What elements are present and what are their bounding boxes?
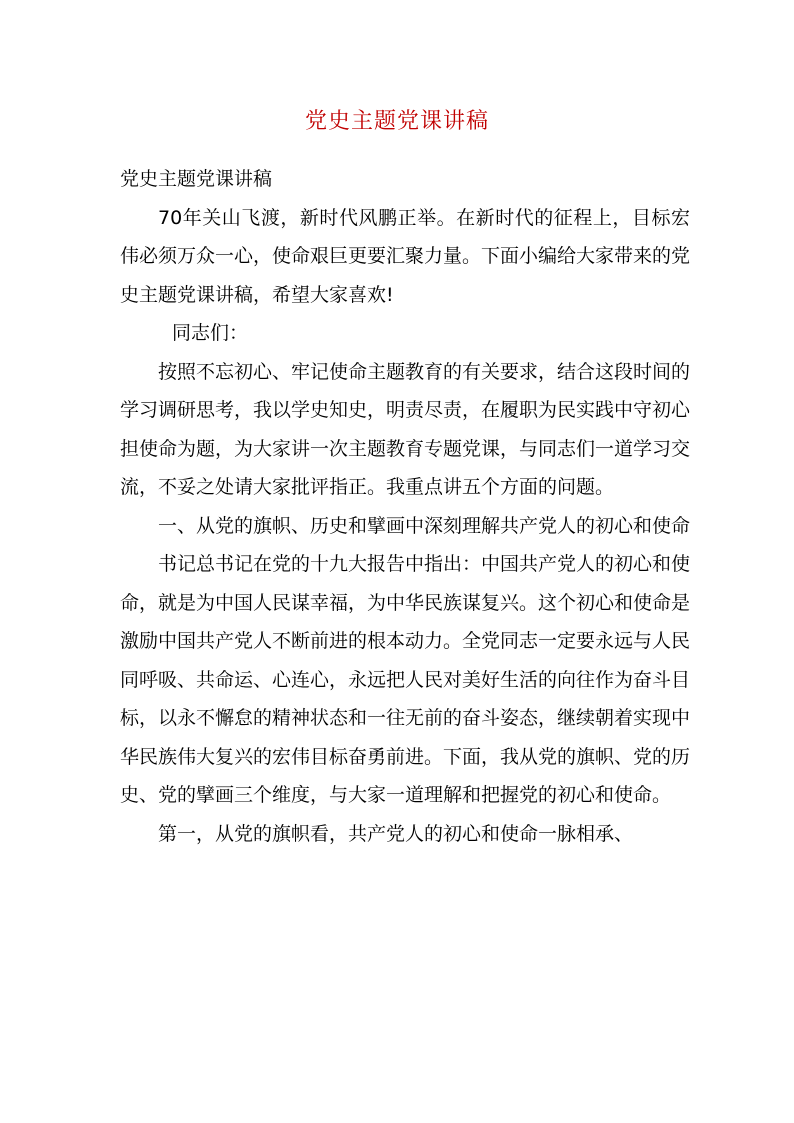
document-body bbox=[120, 160, 690, 853]
paragraph-opening: 按照不忘初心、牢记使命主题教育的有关要求，结合这段时间的学习调研思考，我以学史知史，明责尽责，在履职为民实践中守初心担使命为题，为大家讲一次主题教育专题党课，与同志们一道学习交流，不妥之处请大家批评指正。我重点讲五个方面的问题。 bbox=[120, 360, 691, 498]
paragraph-subtitle: 党史主题党课讲稿 bbox=[120, 168, 273, 190]
paragraph-intro: 70年关山飞渡，新时代风鹏正举。在新时代的征程上，目标宏伟必须万众一心，使命艰巨更要汇聚力量。下面小编给大家带来的党史主题党课讲稿，希望大家喜欢! bbox=[120, 206, 691, 306]
paragraph-section-one: 书记总书记在党的十九大报告中指出：中国共产党人的初心和使命，就是为中国人民谋幸福，为中华民族谋复兴。这个初心和使命是激励中国共产党人不断前进的根本动力。全党同志一定要永远与人民同呼吸、共命运、心连心，永远把人民对美好生活的向往作为奋斗目标，以永不懈怠的精神状态和一往无前的奋斗姿态，继续朝着实现中华民族伟大复兴的宏伟目标奋勇前进。下面，我从党的旗帜、党的历史、党的擘画三个维度，与大家一道理解和把握党的初心和使命。 bbox=[120, 553, 691, 806]
paragraph-salutation: 同志们： bbox=[172, 322, 249, 344]
document-title: 党史主题党课讲稿 bbox=[304, 109, 489, 134]
paragraph-first-point: 第一，从党的旗帜看，共产党人的初心和使命一脉相承、 bbox=[158, 822, 634, 845]
section-heading-one: 一、从党的旗帜、历史和擘画中深刻理解共产党人的初心和使命 bbox=[158, 514, 691, 537]
